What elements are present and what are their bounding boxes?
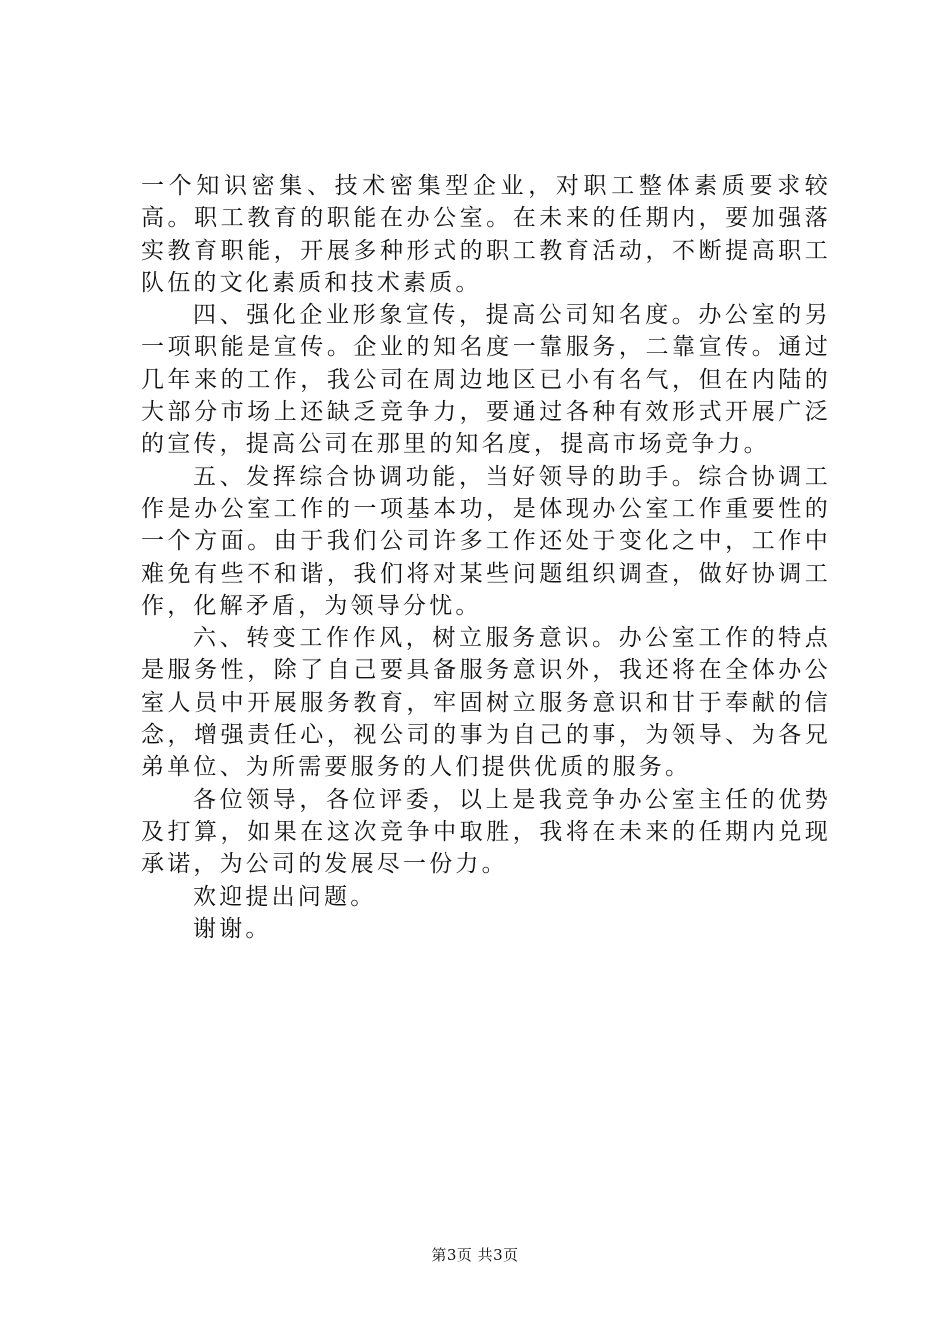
paragraph-2: 四、强化企业形象宣传，提高公司知名度。办公室的另一项职能是宣传。企业的知名度一靠服务，二靠宣传。通过几年来的工作，我公司在周边地区已小有名气，但在内陆的大部分市场上还缺乏竞争力，要通过各种有效形式开展广泛的宣传，提高公司在那里的知名度，提高市场竞争力。 bbox=[141, 302, 831, 458]
paragraph-5: 各位领导，各位评委，以上是我竞争办公室主任的优势及打算，如果在这次竞争中取胜，我将在未来的任期内兑现承诺，为公司的发展尽一份力。 bbox=[141, 786, 831, 878]
document-body bbox=[141, 170, 831, 945]
page-footer: 第3页 共3页 bbox=[431, 1246, 519, 1264]
paragraph-4: 六、转变工作作风，树立服务意识。办公室工作的特点是服务性，除了自己要具备服务意识外，我还将在全体办公室人员中开展服务教育，牢固树立服务意识和甘于奉献的信念，增强责任心，视公司的事为自己的事，为领导、为各兄弟单位、为所需要服务的人们提供优质的服务。 bbox=[141, 625, 831, 781]
paragraph-7: 谢谢。 bbox=[193, 915, 272, 942]
paragraph-3: 五、发挥综合协调功能，当好领导的助手。综合协调工作是办公室工作的一项基本功，是体现办公室工作重要性的一个方面。由于我们公司许多工作还处于变化之中，工作中难免有些不和谐，我们将对某些问题组织调查，做好协调工作，化解矛盾，为领导分忧。 bbox=[141, 463, 831, 619]
paragraph-1: 一个知识密集、技术密集型企业，对职工整体素质要求较高。职工教育的职能在办公室。在未来的任期内，要加强落实教育职能，开展多种形式的职工教育活动，不断提高职工队伍的文化素质和技术素质。 bbox=[141, 173, 831, 296]
paragraph-6: 欢迎提出问题。 bbox=[193, 883, 377, 910]
